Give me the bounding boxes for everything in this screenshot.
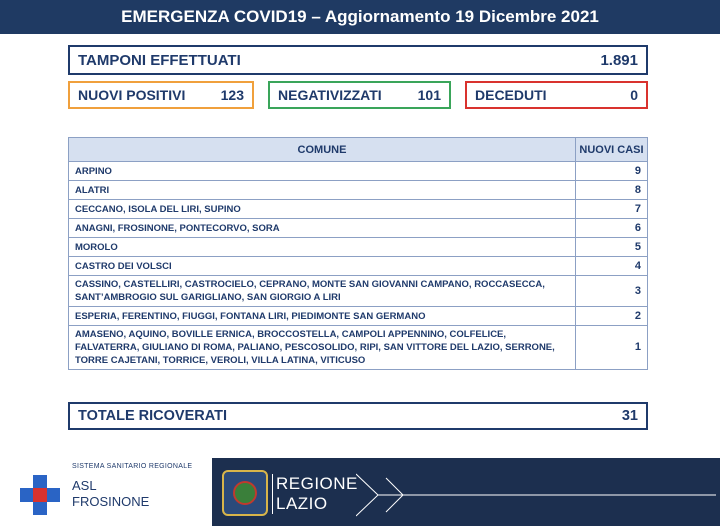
totale-ricoverati-value: 31	[621, 408, 638, 424]
table-header-row	[69, 138, 648, 162]
comune-cell: AMASENO, AQUINO, BOVILLE ERNICA, BROCCOSTELLA, CAMPOLI APPENNINO, COLFELICE, FALVATERRA, GIULIANO DI ROMA, PALIANO, PESCOSOLIDO, RIPI, SAN VITTORE DEL LAZIO, SERRONE, TORRE CAJETANI, TORRICE, VEROLI, VILLA LATINA, VITICUSO	[69, 326, 576, 370]
footer-divider	[272, 474, 273, 514]
negativizzati-value: 101	[417, 87, 441, 103]
table-row	[69, 326, 648, 370]
nuovi-casi-cell: 3	[576, 276, 648, 307]
tamponi-label: TAMPONI EFFETTUATI	[78, 51, 241, 69]
nuovi-positivi-box	[68, 81, 254, 109]
deceduti-label: DECEDUTI	[475, 87, 547, 103]
nuovi-casi-cell: 2	[576, 307, 648, 326]
totale-ricoverati-box	[68, 402, 648, 430]
nuovi-casi-cell: 1	[576, 326, 648, 370]
nuovi-casi-cell: 4	[576, 257, 648, 276]
comune-cell: CASTRO DEI VOLSCI	[69, 257, 576, 276]
decorative-arrows-icon	[356, 464, 716, 526]
asl-system-label: SISTEMA SANITARIO REGIONALE	[72, 463, 193, 470]
comune-cell: ALATRI	[69, 181, 576, 200]
tamponi-value: 1.891	[600, 51, 638, 69]
table-row	[69, 162, 648, 181]
table-row	[69, 238, 648, 257]
table-row	[69, 219, 648, 238]
comune-cell: ARPINO	[69, 162, 576, 181]
nuovi-positivi-label: NUOVI POSITIVI	[78, 87, 186, 103]
lazio-label: LAZIO	[276, 494, 328, 513]
comune-cell: ANAGNI, FROSINONE, PONTECORVO, SORA	[69, 219, 576, 238]
table-row	[69, 257, 648, 276]
page-title: EMERGENZA COVID19 – Aggiornamento 19 Dicembre 2021	[0, 0, 720, 34]
comune-cell: ESPERIA, FERENTINO, FIUGGI, FONTANA LIRI, PIEDIMONTE SAN GERMANO	[69, 307, 576, 326]
table-row	[69, 200, 648, 219]
comune-cell: MOROLO	[69, 238, 576, 257]
deceduti-value: 0	[630, 87, 638, 103]
nuovi-casi-cell: 8	[576, 181, 648, 200]
nuovi-casi-cell: 6	[576, 219, 648, 238]
negativizzati-box	[268, 81, 451, 109]
comuni-table	[68, 137, 648, 370]
column-header-nuovi-casi: NUOVI CASI	[576, 138, 648, 162]
negativizzati-label: NEGATIVIZZATI	[278, 87, 382, 103]
table-row	[69, 181, 648, 200]
table-row	[69, 307, 648, 326]
asl-city-label: FROSINONE	[72, 494, 150, 509]
lazio-emblem-icon	[222, 470, 268, 516]
nuovi-positivi-value: 123	[220, 87, 244, 103]
totale-ricoverati-label: TOTALE RICOVERATI	[78, 408, 228, 424]
nuovi-casi-cell: 9	[576, 162, 648, 181]
asl-cross-icon-center	[33, 488, 47, 502]
deceduti-box	[465, 81, 648, 109]
nuovi-casi-cell: 7	[576, 200, 648, 219]
column-header-comune: COMUNE	[69, 138, 576, 162]
asl-label: ASL	[72, 478, 97, 493]
nuovi-casi-cell: 5	[576, 238, 648, 257]
regione-label: REGIONE	[276, 474, 358, 493]
comune-cell: CECCANO, ISOLA DEL LIRI, SUPINO	[69, 200, 576, 219]
tamponi-box	[68, 45, 648, 75]
table-row	[69, 276, 648, 307]
comune-cell: CASSINO, CASTELLIRI, CASTROCIELO, CEPRANO, MONTE SAN GIOVANNI CAMPANO, ROCCASECCA, SANT’AMBROGIO SUL GARIGLIANO, SAN GIORGIO A LIRI	[69, 276, 576, 307]
